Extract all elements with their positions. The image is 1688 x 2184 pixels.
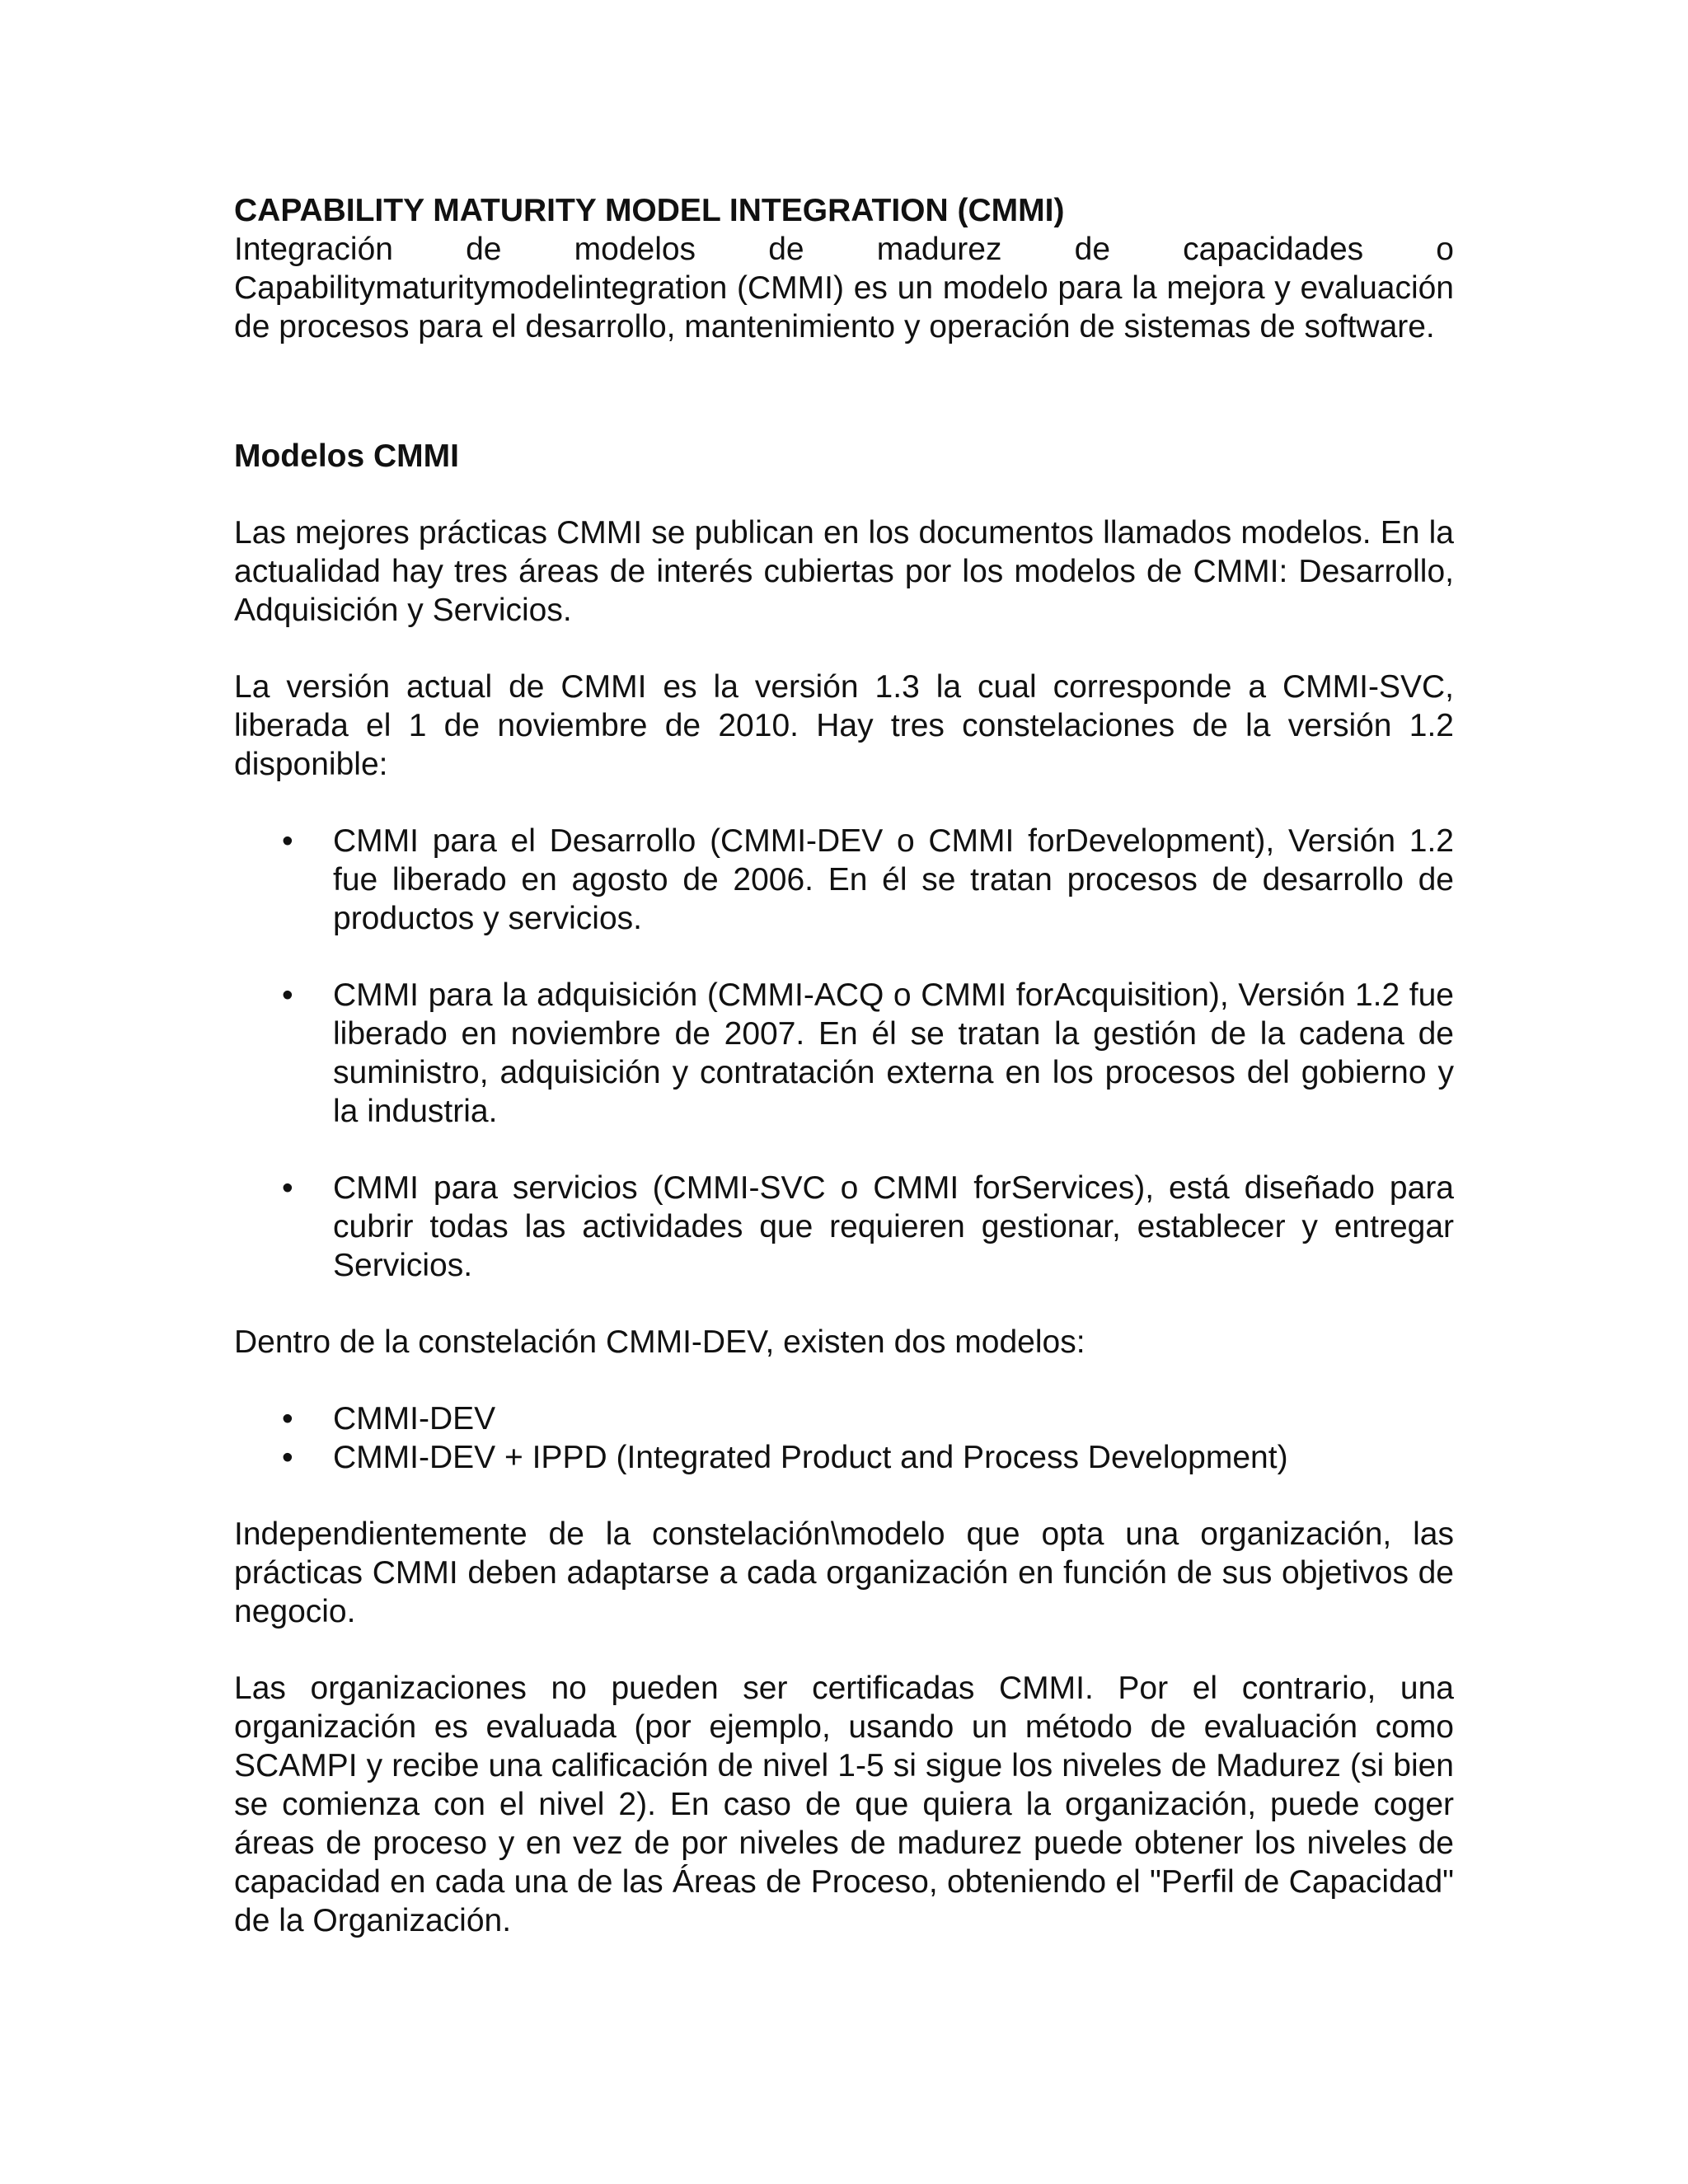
list-item: • CMMI para servicios (CMMI-SVC o CMMI forServices), está diseñado para cubrir todas las actividades que requieren gestionar, establecer y entregar Servicios. xyxy=(234,1169,1454,1285)
certification-paragraph: Las organizaciones no pueden ser certificadas CMMI. Por el contrario, una organización es evaluada (por ejemplo, usando un método de evaluación como SCAMPI y recibe una calificación de nivel 1-5 si sigue los niveles de Madurez (si bien se comienza con el nivel 2). En caso de que quiera la organización, puede coger áreas de proceso y en vez de por niveles de madurez puede obtener los niveles de capacidad en cada una de las Áreas de Proceso, obteniendo el "Perfil de Capacidad" de la Organización. xyxy=(234,1671,1454,1938)
section-heading: Modelos CMMI xyxy=(234,438,459,474)
list-item: • CMMI para la adquisición (CMMI-ACQ o CMMI forAcquisition), Versión 1.2 fue liberado en noviembre de 2007. En él se tratan la gestión de la cadena de suministro, adquisición y contratación externa en los procesos del gobierno y la industria. xyxy=(234,976,1454,1131)
best-practices-paragraph: Las mejores prácticas CMMI se publican en los documentos llamados modelos. En la actualidad hay tres áreas de interés cubiertas por los modelos de CMMI: Desarrollo, Adquisición y Servicios. xyxy=(234,515,1454,628)
dev-models-list xyxy=(234,1399,1454,1477)
intro-paragraph: Integración de modelos de madurez de capacidades o Capabilitymaturitymodelintegration (CMMI) es un modelo para la mejora y evaluación de procesos para el desarrollo, mantenimiento y operación de sistemas de software. xyxy=(234,232,1454,344)
constellations-list xyxy=(234,822,1454,1285)
document-page xyxy=(234,191,1454,1940)
document-title: CAPABILITY MATURITY MODEL INTEGRATION (CMMI) xyxy=(234,193,1065,228)
independence-paragraph: Independientemente de la constelación\modelo que opta una organización, las prácticas CMMI deben adaptarse a cada organización en función de sus objetivos de negocio. xyxy=(234,1516,1454,1629)
list-item: • CMMI-DEV + IPPD (Integrated Product and Process Development) xyxy=(234,1438,1454,1477)
list-item: • CMMI para el Desarrollo (CMMI-DEV o CMMI forDevelopment), Versión 1.2 fue liberado en agosto de 2006. En él se tratan procesos de desarrollo de productos y servicios. xyxy=(234,822,1454,938)
version-paragraph: La versión actual de CMMI es la versión 1.3 la cual corresponde a CMMI-SVC, liberada el 1 de noviembre de 2010. Hay tres constelaciones de la versión 1.2 disponible: xyxy=(234,669,1454,782)
dev-models-paragraph: Dentro de la constelación CMMI-DEV, existen dos modelos: xyxy=(234,1324,1085,1360)
list-item: • CMMI-DEV xyxy=(234,1399,1454,1438)
